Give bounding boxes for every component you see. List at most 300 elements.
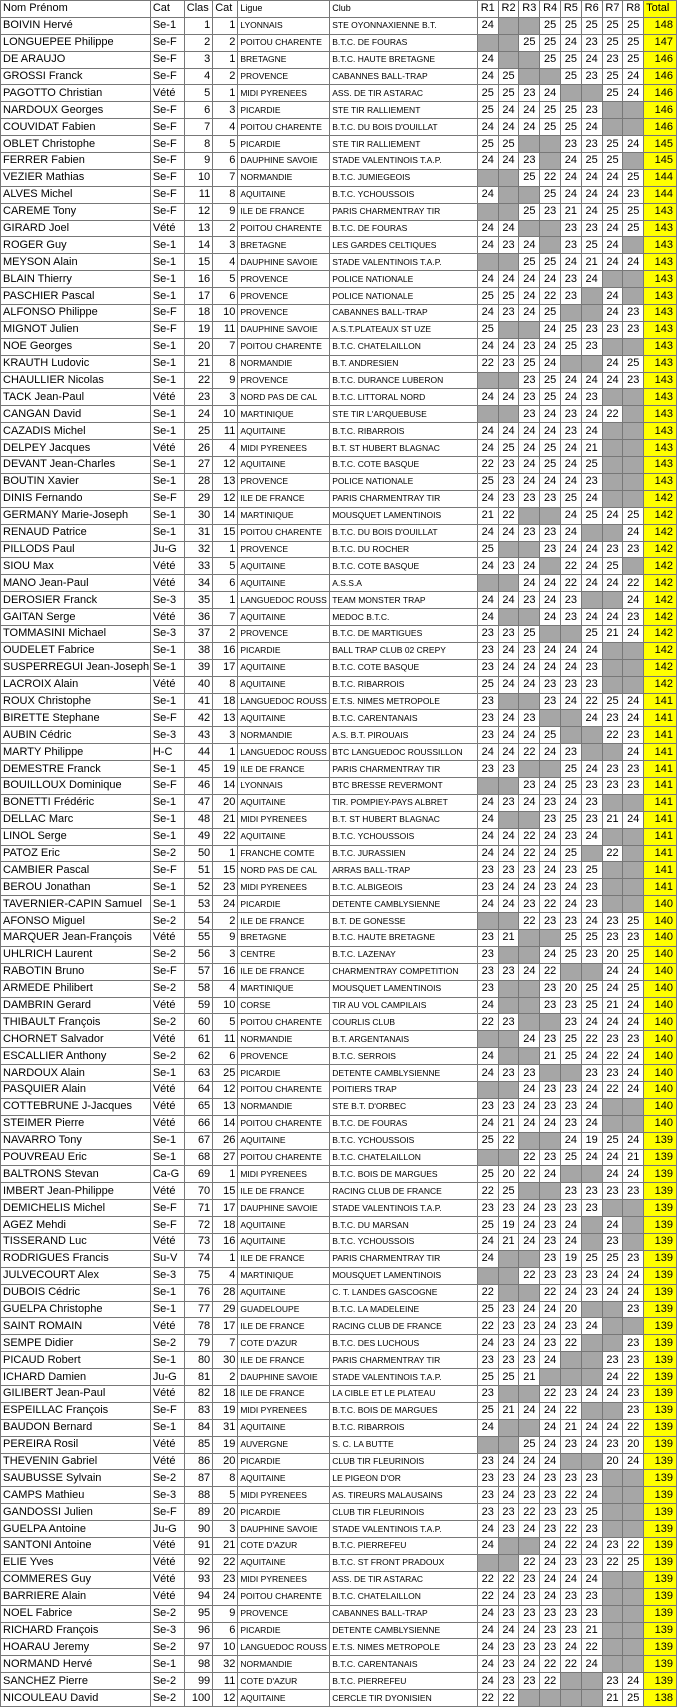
cell-cat-rank: 7 bbox=[213, 1335, 238, 1352]
cell-r1: 22 bbox=[477, 457, 498, 474]
cell-cat: Se-1 bbox=[150, 828, 184, 845]
cell-r8 bbox=[623, 845, 644, 862]
cell-r4: 23 bbox=[540, 1082, 561, 1099]
cell-r3 bbox=[519, 1014, 540, 1031]
cell-r2 bbox=[498, 1436, 519, 1453]
cell-r7: 24 bbox=[602, 1267, 623, 1284]
cell-cat: Se-1 bbox=[150, 338, 184, 355]
cell-clas: 87 bbox=[184, 1470, 212, 1487]
cell-cat: Vété bbox=[150, 85, 184, 102]
cell-r1: 24 bbox=[477, 558, 498, 575]
cell-r2: 24 bbox=[498, 1453, 519, 1470]
cell-clas: 55 bbox=[184, 929, 212, 946]
cell-r7 bbox=[602, 338, 623, 355]
cell-name: MARTY Philippe bbox=[1, 744, 151, 761]
cell-club: B.T.C. PIERREFEU bbox=[330, 1673, 478, 1690]
cell-ligue: AQUITAINE bbox=[238, 676, 330, 693]
cell-total: 143 bbox=[644, 305, 677, 322]
cell-club: LE PIGEON D'OR bbox=[330, 1470, 478, 1487]
cell-cat-rank: 14 bbox=[213, 777, 238, 794]
cell-r5 bbox=[561, 1166, 582, 1183]
cell-r8 bbox=[623, 119, 644, 136]
cell-r8 bbox=[623, 1217, 644, 1234]
cell-r3 bbox=[519, 1183, 540, 1200]
cell-r6 bbox=[581, 305, 602, 322]
cell-name: PATOZ Eric bbox=[1, 845, 151, 862]
cell-cat-rank: 10 bbox=[213, 997, 238, 1014]
cell-total: 143 bbox=[644, 237, 677, 254]
cell-r1 bbox=[477, 1082, 498, 1099]
cell-total: 140 bbox=[644, 1048, 677, 1065]
cell-r7 bbox=[602, 457, 623, 474]
table-row bbox=[1, 727, 677, 744]
header-ligue: Ligue bbox=[238, 1, 330, 18]
cell-club: B.T.C. CARENTANAIS bbox=[330, 1656, 478, 1673]
cell-r5: 23 bbox=[561, 1470, 582, 1487]
cell-r8: 23 bbox=[623, 1250, 644, 1267]
cell-r7: 25 bbox=[602, 17, 623, 34]
cell-r1: 24 bbox=[477, 1538, 498, 1555]
cell-r6: 23 bbox=[581, 68, 602, 85]
cell-r7: 23 bbox=[602, 929, 623, 946]
table-row bbox=[1, 372, 677, 389]
cell-cat-rank: 4 bbox=[213, 980, 238, 997]
cell-name: PEREIRA Rosil bbox=[1, 1436, 151, 1453]
table-row bbox=[1, 761, 677, 778]
cell-cat: Se-1 bbox=[150, 811, 184, 828]
cell-clas: 5 bbox=[184, 85, 212, 102]
cell-r5: 23 bbox=[561, 1183, 582, 1200]
cell-clas: 81 bbox=[184, 1369, 212, 1386]
cell-club: S. C. LA BUTTE bbox=[330, 1436, 478, 1453]
cell-cat-rank: 15 bbox=[213, 1183, 238, 1200]
cell-r4: 22 bbox=[540, 1284, 561, 1301]
cell-r4: 24 bbox=[540, 575, 561, 592]
cell-r4: 25 bbox=[540, 372, 561, 389]
cell-r2 bbox=[498, 946, 519, 963]
cell-r4: 25 bbox=[540, 389, 561, 406]
cell-r3: 24 bbox=[519, 119, 540, 136]
table-row bbox=[1, 1082, 677, 1099]
cell-r2: 25 bbox=[498, 1369, 519, 1386]
cell-r4: 24 bbox=[540, 1115, 561, 1132]
cell-ligue: MIDI PYRENEES bbox=[238, 440, 330, 457]
cell-clas: 10 bbox=[184, 169, 212, 186]
cell-name: BAUDON Bernard bbox=[1, 1419, 151, 1436]
cell-ligue: POITOU CHARENTE bbox=[238, 34, 330, 51]
cell-ligue: NORMANDIE bbox=[238, 1031, 330, 1048]
cell-r4: 22 bbox=[540, 1386, 561, 1403]
table-row bbox=[1, 1470, 677, 1487]
cell-r8: 25 bbox=[623, 169, 644, 186]
cell-r2: 24 bbox=[498, 1588, 519, 1605]
cell-r3: 23 bbox=[519, 1065, 540, 1082]
cell-cat-rank: 9 bbox=[213, 929, 238, 946]
cell-club: RACING CLUB DE FRANCE bbox=[330, 1183, 478, 1200]
cell-name: NICOULEAU David bbox=[1, 1690, 151, 1707]
cell-cat: Se-3 bbox=[150, 727, 184, 744]
cell-club: B.T.C. COTE BASQUE bbox=[330, 558, 478, 575]
cell-r5: 25 bbox=[561, 490, 582, 507]
cell-r5: 23 bbox=[561, 1605, 582, 1622]
cell-r4: 24 bbox=[540, 642, 561, 659]
cell-name: BONETTI Frédéric bbox=[1, 794, 151, 811]
cell-cat-rank: 1 bbox=[213, 592, 238, 609]
cell-r3: 24 bbox=[519, 676, 540, 693]
cell-r2: 23 bbox=[498, 305, 519, 322]
cell-r5: 24 bbox=[561, 794, 582, 811]
cell-r3: 24 bbox=[519, 1082, 540, 1099]
cell-r8: 23 bbox=[623, 929, 644, 946]
cell-r5: 24 bbox=[561, 254, 582, 271]
cell-club: B.T.C. YCHOUSSOIS bbox=[330, 186, 478, 203]
cell-r3: 23 bbox=[519, 1487, 540, 1504]
cell-name: SANCHEZ Pierre bbox=[1, 1673, 151, 1690]
cell-clas: 28 bbox=[184, 473, 212, 490]
cell-r6: 24 bbox=[581, 575, 602, 592]
cell-r2 bbox=[498, 811, 519, 828]
cell-total: 139 bbox=[644, 1673, 677, 1690]
cell-r7: 23 bbox=[602, 1183, 623, 1200]
cell-r8: 24 bbox=[623, 136, 644, 153]
cell-r2 bbox=[498, 541, 519, 558]
cell-r2: 24 bbox=[498, 828, 519, 845]
cell-name: GANDOSSI Julien bbox=[1, 1504, 151, 1521]
cell-clas: 77 bbox=[184, 1301, 212, 1318]
cell-ligue: ILE DE FRANCE bbox=[238, 1386, 330, 1403]
cell-cat-rank: 27 bbox=[213, 1149, 238, 1166]
cell-ligue: AQUITAINE bbox=[238, 1217, 330, 1234]
cell-r8 bbox=[623, 1588, 644, 1605]
cell-ligue: AQUITAINE bbox=[238, 575, 330, 592]
cell-r1: 24 bbox=[477, 592, 498, 609]
cell-club: BALL TRAP CLUB 02 CREPY bbox=[330, 642, 478, 659]
cell-cat: Se-F bbox=[150, 1402, 184, 1419]
table-row bbox=[1, 794, 677, 811]
cell-cat: Vété bbox=[150, 1082, 184, 1099]
cell-r8 bbox=[623, 237, 644, 254]
cell-r4: 24 bbox=[540, 1402, 561, 1419]
cell-r1: 24 bbox=[477, 51, 498, 68]
cell-cat: Se-3 bbox=[150, 592, 184, 609]
cell-cat-rank: 21 bbox=[213, 811, 238, 828]
cell-r6: 24 bbox=[581, 203, 602, 220]
cell-r7 bbox=[602, 1656, 623, 1673]
cell-clas: 17 bbox=[184, 288, 212, 305]
cell-r7 bbox=[602, 1487, 623, 1504]
cell-total: 143 bbox=[644, 338, 677, 355]
cell-ligue: ILE DE FRANCE bbox=[238, 1183, 330, 1200]
cell-r6: 25 bbox=[581, 862, 602, 879]
cell-r1: 23 bbox=[477, 1352, 498, 1369]
cell-r3: 24 bbox=[519, 1301, 540, 1318]
cell-r1 bbox=[477, 406, 498, 423]
cell-r6 bbox=[581, 1352, 602, 1369]
cell-r4 bbox=[540, 1183, 561, 1200]
cell-club: RACING CLUB DE FRANCE bbox=[330, 1318, 478, 1335]
cell-total: 143 bbox=[644, 406, 677, 423]
cell-r5: 24 bbox=[561, 507, 582, 524]
cell-cat-rank: 4 bbox=[213, 254, 238, 271]
cell-r1: 23 bbox=[477, 1470, 498, 1487]
cell-name: DAMBRIN Gerard bbox=[1, 997, 151, 1014]
cell-r7 bbox=[602, 1588, 623, 1605]
cell-r5: 23 bbox=[561, 1386, 582, 1403]
cell-ligue: ILE DE FRANCE bbox=[238, 203, 330, 220]
cell-r4: 25 bbox=[540, 186, 561, 203]
cell-r4: 23 bbox=[540, 1639, 561, 1656]
cell-name: ICHARD Damien bbox=[1, 1369, 151, 1386]
cell-clas: 92 bbox=[184, 1554, 212, 1571]
cell-r6: 23 bbox=[581, 879, 602, 896]
cell-ligue: MIDI PYRENEES bbox=[238, 1487, 330, 1504]
cell-club: POLICE NATIONALE bbox=[330, 271, 478, 288]
cell-r4: 25 bbox=[540, 34, 561, 51]
cell-cat-rank: 29 bbox=[213, 1301, 238, 1318]
cell-cat-rank: 23 bbox=[213, 1571, 238, 1588]
cell-total: 146 bbox=[644, 68, 677, 85]
cell-cat-rank: 12 bbox=[213, 490, 238, 507]
cell-r8 bbox=[623, 490, 644, 507]
cell-r6: 23 bbox=[581, 1065, 602, 1082]
cell-club: STE OYONNAXIENNE B.T. bbox=[330, 17, 478, 34]
cell-ligue: POITOU CHARENTE bbox=[238, 524, 330, 541]
table-row bbox=[1, 136, 677, 153]
cell-r8 bbox=[623, 642, 644, 659]
cell-ligue: DAUPHINE SAVOIE bbox=[238, 1521, 330, 1538]
cell-r6 bbox=[581, 524, 602, 541]
cell-r6: 24 bbox=[581, 490, 602, 507]
cell-cat: Se-F bbox=[150, 136, 184, 153]
cell-r4: 23 bbox=[540, 1504, 561, 1521]
cell-r6: 24 bbox=[581, 609, 602, 626]
cell-r7 bbox=[602, 271, 623, 288]
cell-cat-rank: 9 bbox=[213, 1605, 238, 1622]
cell-r1: 23 bbox=[477, 879, 498, 896]
cell-r5: 24 bbox=[561, 879, 582, 896]
cell-r3 bbox=[519, 1250, 540, 1267]
cell-cat: Se-1 bbox=[150, 693, 184, 710]
cell-r4: 24 bbox=[540, 828, 561, 845]
table-row bbox=[1, 625, 677, 642]
cell-r4: 25 bbox=[540, 457, 561, 474]
cell-r3 bbox=[519, 220, 540, 237]
cell-r4 bbox=[540, 507, 561, 524]
cell-r1: 22 bbox=[477, 1014, 498, 1031]
cell-r4 bbox=[540, 929, 561, 946]
cell-r6: 23 bbox=[581, 1554, 602, 1571]
cell-r4: 23 bbox=[540, 794, 561, 811]
cell-club: B.T.C. JURASSIEN bbox=[330, 845, 478, 862]
cell-name: SEMPE Didier bbox=[1, 1335, 151, 1352]
table-row bbox=[1, 389, 677, 406]
cell-r8 bbox=[623, 423, 644, 440]
table-row bbox=[1, 1453, 677, 1470]
cell-name: IMBERT Jean-Philippe bbox=[1, 1183, 151, 1200]
cell-r7: 21 bbox=[602, 811, 623, 828]
cell-ligue: AQUITAINE bbox=[238, 558, 330, 575]
cell-r7 bbox=[602, 490, 623, 507]
cell-club: AS. TIREURS MALAUSAINS bbox=[330, 1487, 478, 1504]
table-row bbox=[1, 592, 677, 609]
cell-cat-rank: 1 bbox=[213, 17, 238, 34]
cell-r1: 24 bbox=[477, 271, 498, 288]
cell-r3: 24 bbox=[519, 1217, 540, 1234]
cell-club: CERCLE TIR DYONISIEN bbox=[330, 1690, 478, 1707]
cell-cat-rank: 3 bbox=[213, 1521, 238, 1538]
cell-r8: 23 bbox=[623, 1352, 644, 1369]
cell-clas: 1 bbox=[184, 17, 212, 34]
cell-name: UHLRICH Laurent bbox=[1, 946, 151, 963]
cell-total: 142 bbox=[644, 575, 677, 592]
table-row bbox=[1, 1521, 677, 1538]
cell-club: POLICE NATIONALE bbox=[330, 288, 478, 305]
cell-r7: 25 bbox=[602, 558, 623, 575]
cell-name: GUELPA Christophe bbox=[1, 1301, 151, 1318]
cell-r4: 23 bbox=[540, 1217, 561, 1234]
cell-ligue: COTE D'AZUR bbox=[238, 1673, 330, 1690]
cell-r8 bbox=[623, 1656, 644, 1673]
cell-name: RABOTIN Bruno bbox=[1, 963, 151, 980]
cell-club: CLUB TIR FLEURINOIS bbox=[330, 1453, 478, 1470]
cell-r3: 24 bbox=[519, 305, 540, 322]
cell-r1: 24 bbox=[477, 220, 498, 237]
cell-total: 146 bbox=[644, 102, 677, 119]
cell-cat-rank: 1 bbox=[213, 1166, 238, 1183]
cell-cat: Se-1 bbox=[150, 271, 184, 288]
cell-r1 bbox=[477, 254, 498, 271]
cell-cat-rank: 17 bbox=[213, 1318, 238, 1335]
cell-name: GUELPA Antoine bbox=[1, 1521, 151, 1538]
cell-cat-rank: 7 bbox=[213, 169, 238, 186]
cell-r4: 24 bbox=[540, 1588, 561, 1605]
cell-r5: 25 bbox=[561, 1048, 582, 1065]
cell-r2: 21 bbox=[498, 1402, 519, 1419]
cell-r7: 24 bbox=[602, 609, 623, 626]
cell-r7: 24 bbox=[602, 237, 623, 254]
cell-r2 bbox=[498, 1284, 519, 1301]
cell-ligue: DAUPHINE SAVOIE bbox=[238, 153, 330, 170]
cell-r2: 22 bbox=[498, 507, 519, 524]
cell-ligue: ILE DE FRANCE bbox=[238, 1250, 330, 1267]
cell-club: B.T.C. DU MARSAN bbox=[330, 1217, 478, 1234]
cell-r4: 23 bbox=[540, 1250, 561, 1267]
cell-name: STEIMER Pierre bbox=[1, 1115, 151, 1132]
cell-cat-rank: 17 bbox=[213, 1200, 238, 1217]
cell-r6: 24 bbox=[581, 1082, 602, 1099]
cell-r2 bbox=[498, 406, 519, 423]
cell-cat: Se-1 bbox=[150, 457, 184, 474]
cell-cat-rank: 5 bbox=[213, 271, 238, 288]
cell-club: B.T.C. DU BOIS D'OUILLAT bbox=[330, 119, 478, 136]
cell-total: 141 bbox=[644, 862, 677, 879]
cell-r2 bbox=[498, 609, 519, 626]
cell-clas: 39 bbox=[184, 659, 212, 676]
cell-total: 143 bbox=[644, 457, 677, 474]
cell-r8: 25 bbox=[623, 507, 644, 524]
cell-r3: 22 bbox=[519, 845, 540, 862]
cell-r1: 25 bbox=[477, 85, 498, 102]
cell-r1: 25 bbox=[477, 1369, 498, 1386]
cell-r4 bbox=[540, 153, 561, 170]
cell-r4: 25 bbox=[540, 102, 561, 119]
cell-ligue: AQUITAINE bbox=[238, 794, 330, 811]
cell-r3: 22 bbox=[519, 828, 540, 845]
cell-ligue: PROVENCE bbox=[238, 372, 330, 389]
table-row bbox=[1, 102, 677, 119]
cell-r1: 22 bbox=[477, 1284, 498, 1301]
cell-cat-rank: 22 bbox=[213, 1554, 238, 1571]
cell-club: MOUSQUET LAMENTINOIS bbox=[330, 1267, 478, 1284]
cell-cat-rank: 4 bbox=[213, 440, 238, 457]
cell-clas: 85 bbox=[184, 1436, 212, 1453]
cell-ligue: ILE DE FRANCE bbox=[238, 490, 330, 507]
cell-r1: 25 bbox=[477, 321, 498, 338]
cell-r3: 25 bbox=[519, 625, 540, 642]
cell-r1 bbox=[477, 1149, 498, 1166]
cell-r8: 23 bbox=[623, 305, 644, 322]
cell-club: B.T.C. DE MARTIGUES bbox=[330, 625, 478, 642]
cell-cat-rank: 8 bbox=[213, 186, 238, 203]
cell-club: STE TIR RALLIEMENT bbox=[330, 102, 478, 119]
cell-name: CAREME Tony bbox=[1, 203, 151, 220]
cell-clas: 78 bbox=[184, 1318, 212, 1335]
cell-name: SUSPERREGUI Jean-Joseph bbox=[1, 659, 151, 676]
cell-r6: 23 bbox=[581, 1200, 602, 1217]
cell-total: 141 bbox=[644, 794, 677, 811]
cell-club: B.T.C. ST FRONT PRADOUX bbox=[330, 1554, 478, 1571]
cell-cat-rank: 10 bbox=[213, 1639, 238, 1656]
cell-total: 143 bbox=[644, 423, 677, 440]
table-row bbox=[1, 1639, 677, 1656]
cell-club: B.T.C. BOIS DE MARGUES bbox=[330, 1402, 478, 1419]
cell-r1: 23 bbox=[477, 625, 498, 642]
table-row bbox=[1, 1065, 677, 1082]
cell-cat-rank: 12 bbox=[213, 1082, 238, 1099]
cell-cat: Se-1 bbox=[150, 659, 184, 676]
cell-total: 140 bbox=[644, 1082, 677, 1099]
cell-r7: 24 bbox=[602, 186, 623, 203]
cell-cat-rank: 8 bbox=[213, 676, 238, 693]
cell-ligue: PICARDIE bbox=[238, 102, 330, 119]
cell-clas: 60 bbox=[184, 1014, 212, 1031]
cell-r5: 23 bbox=[561, 997, 582, 1014]
cell-total: 145 bbox=[644, 153, 677, 170]
cell-r1: 24 bbox=[477, 68, 498, 85]
cell-r4: 24 bbox=[540, 1571, 561, 1588]
cell-r5 bbox=[561, 85, 582, 102]
cell-r7: 25 bbox=[602, 34, 623, 51]
cell-r2: 24 bbox=[498, 727, 519, 744]
cell-total: 140 bbox=[644, 963, 677, 980]
cell-total: 139 bbox=[644, 1487, 677, 1504]
cell-cat-rank: 23 bbox=[213, 879, 238, 896]
cell-r7: 23 bbox=[602, 1673, 623, 1690]
cell-r2 bbox=[498, 51, 519, 68]
cell-r2: 23 bbox=[498, 490, 519, 507]
cell-r6: 24 bbox=[581, 186, 602, 203]
cell-cat: Se-2 bbox=[150, 1048, 184, 1065]
cell-total: 139 bbox=[644, 1453, 677, 1470]
cell-r3: 24 bbox=[519, 1521, 540, 1538]
cell-r1: 24 bbox=[477, 896, 498, 913]
cell-r7: 24 bbox=[602, 305, 623, 322]
cell-r4: 23 bbox=[540, 1487, 561, 1504]
table-row bbox=[1, 186, 677, 203]
cell-r4: 24 bbox=[540, 1301, 561, 1318]
cell-clas: 26 bbox=[184, 440, 212, 457]
table-row bbox=[1, 744, 677, 761]
